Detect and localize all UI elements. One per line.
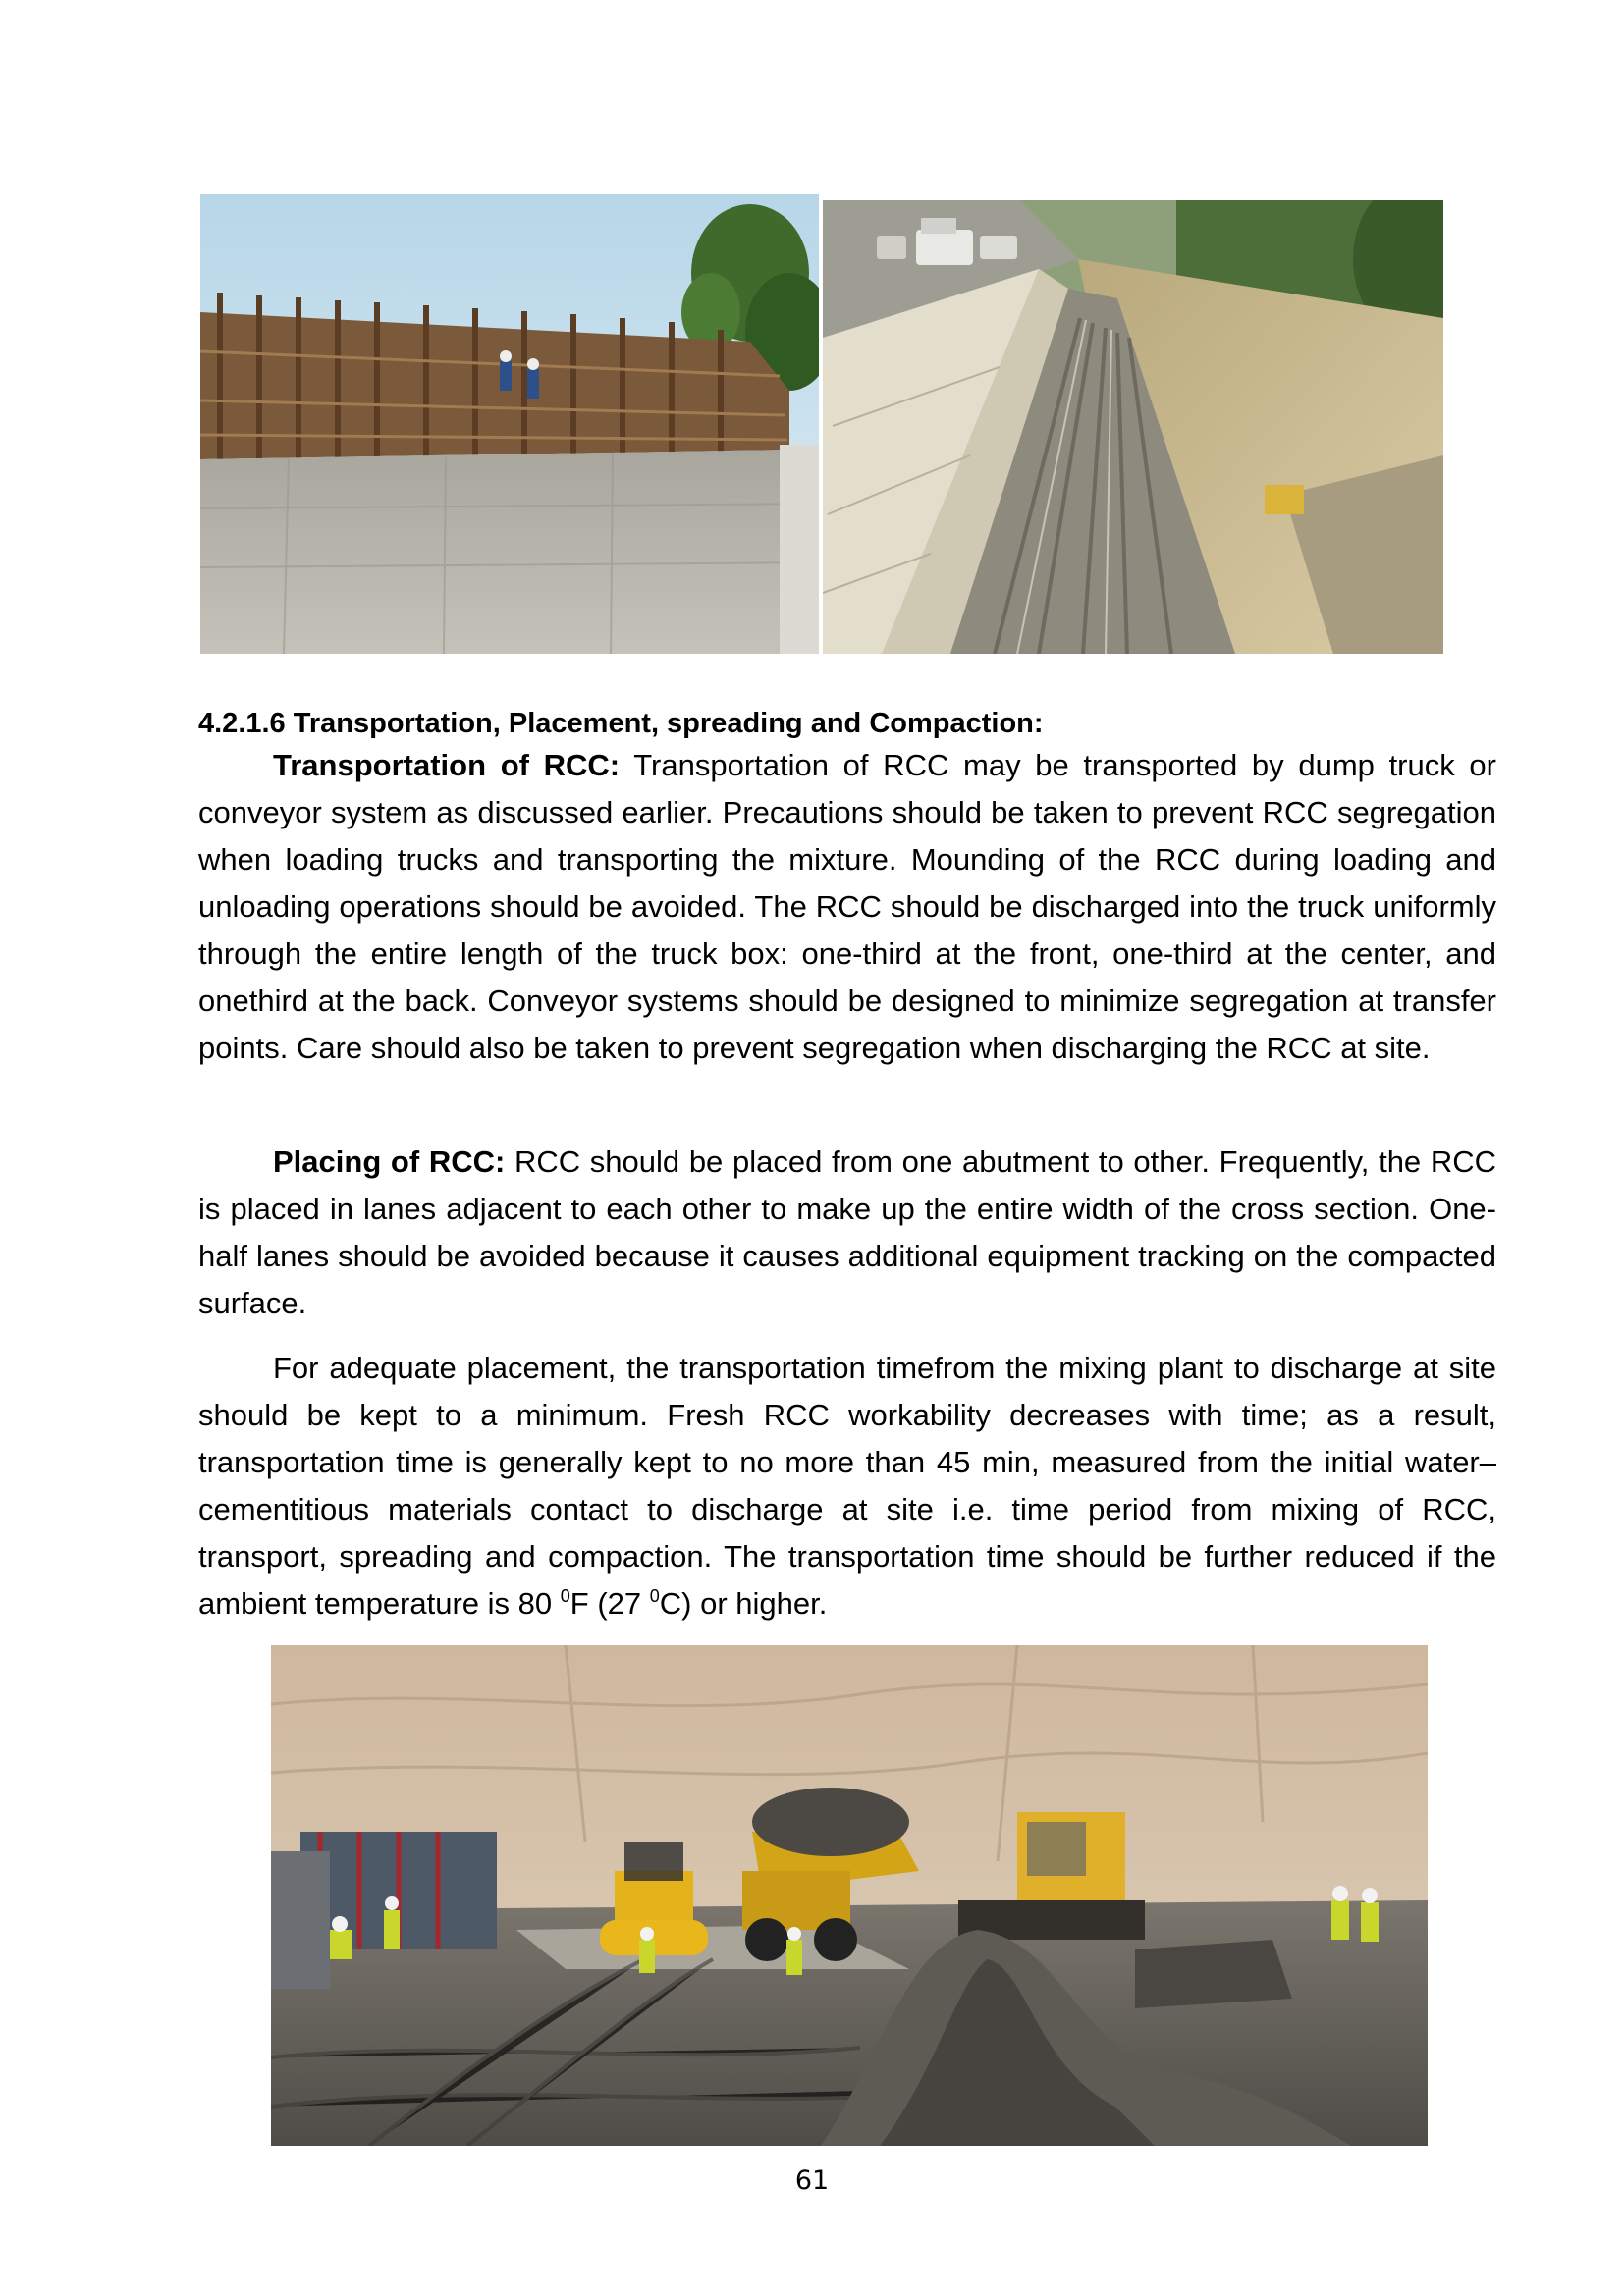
rcc-dam-face-steps-photo bbox=[823, 200, 1443, 654]
paragraph-text: For adequate placement, the transportation timefrom the mixing plant to discharge at site should be kept to a minimum. Fresh RCC workability decreases with time; as a result, transportation time is generally kept to no more than 45 min, measured from the initial water–cementitious materials contact to discharge at site i.e. time period from mixing of RCC, transport, spreading and compaction. The transportation time should be further reduced if the ambient temperature is 80 bbox=[198, 1351, 1496, 1621]
paragraph-text: Transportation of RCC may be transported by dump truck or conveyor system as discussed earlier. Precautions should be taken to prevent RCC segregation when loading trucks and transporting the mixture. Mounding of the RCC during loading and unloading operations should be avoided. The RCC should be discharged into the truck uniformly through the entire length of the truck box: one-third at the front, one-third at the center, and onethird at the back. Conveyor systems should be designed to minimize segregation at transfer points. Care should also be taken to prevent segregation when discharging the RCC at site. bbox=[198, 748, 1496, 1065]
superscript: 0 bbox=[649, 1586, 660, 1606]
superscript: 0 bbox=[560, 1586, 570, 1606]
paragraph-placement-time bbox=[198, 1345, 1496, 1628]
paragraph-text: RCC should be placed from one abutment to other. Frequently, the RCC is placed in lanes adjacent to each other to make up the entire width of the cross section. One-half lanes should be avoided because it causes additional equipment tracking on the compacted surface. bbox=[198, 1145, 1496, 1320]
paragraph-placing bbox=[198, 1139, 1496, 1327]
page-number: 61 bbox=[794, 2165, 830, 2196]
rcc-placement-site-photo bbox=[271, 1645, 1428, 2146]
formwork-dam-wall-photo bbox=[200, 194, 819, 654]
paragraph-lead: Placing of RCC: bbox=[273, 1145, 506, 1179]
paragraph-text: F (27 bbox=[569, 1586, 650, 1621]
paragraph-transportation bbox=[198, 742, 1496, 1072]
paragraph-text: C) or higher. bbox=[659, 1586, 828, 1621]
section-heading: 4.2.1.6 Transportation, Placement, spreading and Compaction: bbox=[198, 708, 1044, 740]
paragraph-lead: Transportation of RCC: bbox=[273, 748, 621, 782]
